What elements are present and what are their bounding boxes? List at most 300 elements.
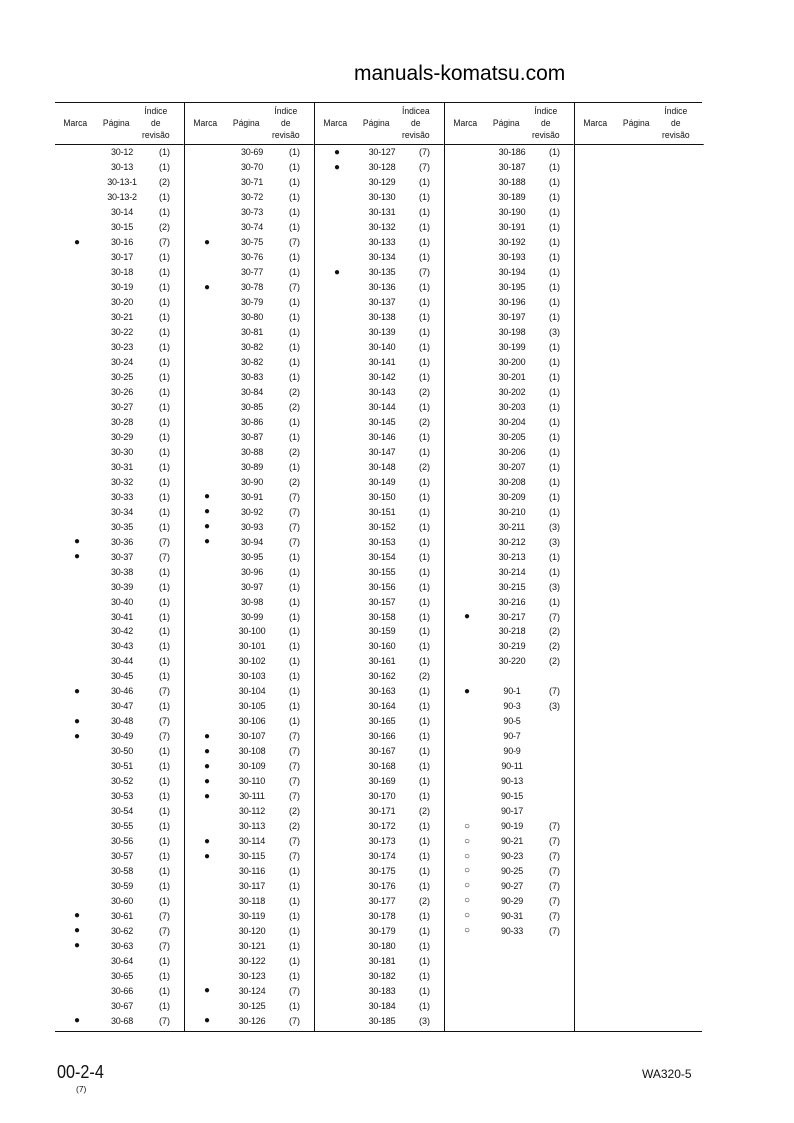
- page-cell: 30-89: [240, 461, 264, 472]
- page-cell: 30-20: [110, 297, 134, 308]
- column-header: [575, 103, 704, 145]
- table-row: [185, 594, 314, 609]
- header-marca: Marca: [63, 118, 88, 129]
- mark-cell: ●: [203, 491, 211, 503]
- revision-cell: (2): [289, 476, 300, 487]
- table-row: [445, 205, 574, 220]
- page-cell: 30-164: [368, 701, 396, 712]
- page-cell: 30-50: [110, 746, 134, 757]
- page-cell: 30-187: [498, 162, 526, 173]
- page-cell: 30-63: [110, 940, 134, 951]
- column-header: [445, 103, 574, 145]
- table-row: [55, 399, 184, 414]
- revision-cell: (7): [159, 686, 170, 697]
- table-row: [185, 834, 314, 849]
- table-row: [445, 654, 574, 669]
- table-row: [315, 489, 444, 504]
- page-cell: 30-190: [498, 207, 526, 218]
- revision-cell: (1): [159, 1000, 170, 1011]
- page-cell: 30-13-1: [107, 177, 137, 188]
- table-row: [315, 774, 444, 789]
- table-row: [55, 444, 184, 459]
- page-cell: 30-49: [110, 731, 134, 742]
- page-cell: 30-220: [498, 656, 526, 667]
- table-row: [315, 624, 444, 639]
- page-cell: 30-154: [368, 551, 396, 562]
- mark-cell: ○: [463, 895, 471, 907]
- page-cell: 30-46: [110, 686, 134, 697]
- page-cell: 30-60: [110, 895, 134, 906]
- page-cell: 30-88: [240, 446, 264, 457]
- table-row: [315, 699, 444, 714]
- page-cell: 30-52: [110, 776, 134, 787]
- table-row: [315, 654, 444, 669]
- revision-cell: (1): [159, 776, 170, 787]
- table-row: [185, 878, 314, 893]
- revision-cell: (1): [289, 461, 300, 472]
- revision-cell: (7): [289, 851, 300, 862]
- table-row: [445, 878, 574, 893]
- table-row: [185, 175, 314, 190]
- page-cell: 30-136: [368, 282, 396, 293]
- table-row: [445, 819, 574, 834]
- table-row: [55, 205, 184, 220]
- table-row: [315, 834, 444, 849]
- revision-cell: (1): [419, 222, 430, 233]
- revision-cell: (1): [419, 237, 430, 248]
- table-row: [315, 235, 444, 250]
- page-cell: 30-64: [110, 955, 134, 966]
- page-cell: 30-138: [368, 312, 396, 323]
- page-cell: 30-130: [368, 192, 396, 203]
- table-row: [315, 744, 444, 759]
- table-row: [315, 864, 444, 879]
- revision-cell: (1): [159, 701, 170, 712]
- mark-cell: ●: [73, 685, 81, 697]
- page-cell: 90-7: [503, 731, 521, 742]
- table-row: [445, 370, 574, 385]
- revision-cell: (2): [419, 895, 430, 906]
- mark-cell: ○: [463, 865, 471, 877]
- page-cell: 30-118: [238, 895, 266, 906]
- table-row: [185, 190, 314, 205]
- page-number: 00-2-4: [57, 1062, 104, 1082]
- mark-cell: ●: [203, 1015, 211, 1027]
- revision-cell: (1): [289, 611, 300, 622]
- table-row: [185, 444, 314, 459]
- revision-cell: (1): [159, 491, 170, 502]
- table-row: [55, 624, 184, 639]
- revision-cell: (7): [549, 865, 560, 876]
- table-row: [55, 474, 184, 489]
- revision-cell: (1): [289, 895, 300, 906]
- revision-cell: (7): [549, 895, 560, 906]
- table-row: [55, 385, 184, 400]
- revision-cell: (1): [289, 267, 300, 278]
- table-row: [445, 564, 574, 579]
- page-cell: 30-95: [240, 551, 264, 562]
- revision-cell: (1): [289, 431, 300, 442]
- mark-cell: ●: [73, 940, 81, 952]
- page-cell: 30-176: [368, 880, 396, 891]
- revision-cell: (1): [549, 237, 560, 248]
- page-cell: 90-13: [500, 776, 524, 787]
- page-cell: 30-153: [368, 536, 396, 547]
- page-cell: 30-51: [110, 761, 134, 772]
- revision-cell: (2): [289, 821, 300, 832]
- table-row: [315, 370, 444, 385]
- table-row: [185, 549, 314, 564]
- revision-cell: (1): [419, 910, 430, 921]
- table-row: [185, 983, 314, 998]
- table-row: [445, 519, 574, 534]
- table-row: [55, 594, 184, 609]
- table-row: [315, 594, 444, 609]
- revision-cell: (1): [289, 656, 300, 667]
- revision-cell: (1): [159, 970, 170, 981]
- page-cell: 30-149: [368, 476, 396, 487]
- page-cell: 30-168: [368, 761, 396, 772]
- table-row: [185, 849, 314, 864]
- page-cell: 30-87: [240, 431, 264, 442]
- page-cell: 30-161: [368, 656, 396, 667]
- page-cell: 30-30: [110, 446, 134, 457]
- revision-cell: (1): [549, 566, 560, 577]
- table-row: [55, 714, 184, 729]
- header-indice-line: de: [281, 117, 291, 129]
- revision-cell: (1): [159, 446, 170, 457]
- page-cell: 30-25: [110, 372, 134, 383]
- revision-cell: (1): [289, 880, 300, 891]
- table-row: [445, 804, 574, 819]
- table-row: [445, 280, 574, 295]
- revision-cell: (7): [289, 776, 300, 787]
- page-cell: 30-24: [110, 357, 134, 368]
- mark-cell: ●: [463, 685, 471, 697]
- revision-cell: (7): [159, 1015, 170, 1026]
- table-column-group: [184, 103, 314, 1031]
- revision-cell: (1): [549, 476, 560, 487]
- revision-cell: (2): [419, 671, 430, 682]
- page-cell: 30-79: [240, 297, 264, 308]
- mark-cell: ○: [463, 925, 471, 937]
- revision-cell: (1): [289, 177, 300, 188]
- revision-cell: (7): [159, 910, 170, 921]
- revision-cell: (1): [159, 895, 170, 906]
- table-row: [445, 579, 574, 594]
- page-cell: 30-82: [240, 342, 264, 353]
- header-pagina: Página: [102, 118, 130, 129]
- header-indice-line: de: [151, 117, 161, 129]
- page-cell: 90-27: [500, 880, 524, 891]
- table-row: [445, 669, 574, 684]
- table-row: [445, 414, 574, 429]
- page-cell: 30-210: [498, 506, 526, 517]
- table-row: [55, 325, 184, 340]
- page-cell: 30-94: [240, 536, 264, 547]
- revision-cell: (1): [549, 267, 560, 278]
- table-row: [315, 519, 444, 534]
- revision-cell: (1): [159, 252, 170, 263]
- revision-cell: (1): [159, 372, 170, 383]
- table-row: [55, 953, 184, 968]
- table-row: [315, 998, 444, 1013]
- page-cell: 30-16: [110, 237, 134, 248]
- page-cell: 90-19: [500, 821, 524, 832]
- page-cell: 30-211: [498, 521, 526, 532]
- header-indice: [657, 106, 695, 142]
- table-row: [315, 385, 444, 400]
- table-row: [315, 399, 444, 414]
- page-cell: 30-21: [110, 312, 134, 323]
- page-cell: 90-1: [503, 686, 521, 697]
- table-row: [315, 923, 444, 938]
- column-header: [55, 103, 184, 145]
- page-cell: 30-193: [498, 252, 526, 263]
- table-column-group: [444, 103, 574, 1031]
- revision-cell: (1): [289, 641, 300, 652]
- page-cell: 30-111: [239, 791, 265, 802]
- table-row: [315, 819, 444, 834]
- page-cell: 90-21: [500, 836, 524, 847]
- page-cell: 90-31: [500, 910, 524, 921]
- revision-cell: (1): [419, 836, 430, 847]
- mark-cell: ●: [203, 730, 211, 742]
- page-cell: 30-120: [238, 925, 266, 936]
- revision-cell: (1): [419, 731, 430, 742]
- page-cell: 30-197: [498, 312, 526, 323]
- table-row: [185, 639, 314, 654]
- page-cell: 30-182: [368, 970, 396, 981]
- mark-cell: ●: [73, 551, 81, 563]
- table-row: [185, 564, 314, 579]
- mark-cell: ○: [463, 880, 471, 892]
- page-cell: 30-41: [110, 611, 134, 622]
- revision-cell: (1): [419, 746, 430, 757]
- mark-cell: ●: [333, 266, 341, 278]
- header-pagina: Página: [362, 118, 390, 129]
- page-cell: 30-194: [498, 267, 526, 278]
- page-cell: 30-185: [368, 1015, 396, 1026]
- revision-cell: (7): [159, 551, 170, 562]
- page-cell: 30-103: [238, 671, 266, 682]
- revision-cell: (1): [289, 207, 300, 218]
- revision-cell: (1): [549, 177, 560, 188]
- page-cell: 30-216: [498, 596, 526, 607]
- page-cell: 30-150: [368, 491, 396, 502]
- page-cell: 90-3: [503, 701, 521, 712]
- revision-cell: (1): [419, 970, 430, 981]
- page-cell: 30-198: [498, 327, 526, 338]
- table-row: [55, 340, 184, 355]
- page-cell: 30-163: [368, 686, 396, 697]
- revision-cell: (1): [159, 851, 170, 862]
- revision-cell: (1): [289, 192, 300, 203]
- revision-cell: (1): [549, 446, 560, 457]
- revision-cell: (1): [159, 641, 170, 652]
- revision-cell: (1): [419, 372, 430, 383]
- revision-cell: (1): [159, 566, 170, 577]
- revision-cell: (1): [549, 282, 560, 293]
- revision-cell: (1): [289, 865, 300, 876]
- table-row: [185, 669, 314, 684]
- page-cell: 30-166: [368, 731, 396, 742]
- mark-cell: ●: [73, 715, 81, 727]
- revision-cell: (7): [419, 162, 430, 173]
- page-cell: 30-23: [110, 342, 134, 353]
- revision-cell: (1): [419, 880, 430, 891]
- page-cell: 30-33: [110, 491, 134, 502]
- revision-cell: (7): [289, 491, 300, 502]
- revision-cell: (7): [289, 521, 300, 532]
- table-row: [445, 250, 574, 265]
- revision-cell: (2): [419, 461, 430, 472]
- table-row: [315, 414, 444, 429]
- table-row: [315, 175, 444, 190]
- table-row: [315, 849, 444, 864]
- page-cell: 30-47: [110, 701, 134, 712]
- mark-cell: ●: [203, 521, 211, 533]
- revision-cell: (7): [159, 716, 170, 727]
- table-row: [55, 1013, 184, 1028]
- header-marca: Marca: [193, 118, 218, 129]
- table-row: [185, 819, 314, 834]
- page-cell: 30-75: [240, 237, 264, 248]
- page-cell: 30-29: [110, 431, 134, 442]
- table-row: [445, 864, 574, 879]
- page-cell: 30-214: [498, 566, 526, 577]
- revision-cell: (3): [549, 327, 560, 338]
- table-row: [55, 220, 184, 235]
- table-row: [445, 923, 574, 938]
- table-row: [185, 295, 314, 310]
- table-row: [315, 444, 444, 459]
- page-cell: 90-25: [500, 865, 524, 876]
- page-cell: 90-15: [500, 791, 524, 802]
- table-row: [445, 744, 574, 759]
- revision-cell: (2): [419, 386, 430, 397]
- header-indice-line: de: [411, 117, 421, 129]
- table-row: [185, 893, 314, 908]
- page-cell: 30-110: [238, 776, 266, 787]
- page-cell: 30-92: [240, 506, 264, 517]
- table-row: [315, 504, 444, 519]
- page-cell: 30-48: [110, 716, 134, 727]
- table-row: [445, 534, 574, 549]
- revision-cell: (1): [419, 566, 430, 577]
- revision-cell: (1): [289, 925, 300, 936]
- page-cell: 30-78: [240, 282, 264, 293]
- revision-cell: (7): [549, 910, 560, 921]
- table-row: [55, 579, 184, 594]
- page-cell: 30-80: [240, 312, 264, 323]
- revision-cell: (7): [289, 746, 300, 757]
- table-row: [315, 938, 444, 953]
- table-row: [185, 414, 314, 429]
- table-row: [315, 160, 444, 175]
- table-row: [445, 729, 574, 744]
- table-row: [185, 729, 314, 744]
- mark-cell: ●: [73, 910, 81, 922]
- mark-cell: ○: [463, 835, 471, 847]
- revision-cell: (1): [159, 985, 170, 996]
- page-cell: 30-55: [110, 821, 134, 832]
- page-cell: 30-36: [110, 536, 134, 547]
- table-row: [445, 774, 574, 789]
- revision-cell: (1): [419, 431, 430, 442]
- mark-cell: ●: [203, 760, 211, 772]
- page-cell: 30-159: [368, 626, 396, 637]
- revision-cell: (1): [419, 521, 430, 532]
- page-cell: 30-31: [110, 461, 134, 472]
- table-row: [55, 998, 184, 1013]
- header-indice: [527, 106, 565, 142]
- table-row: [185, 774, 314, 789]
- table-row: [185, 624, 314, 639]
- table-row: [445, 220, 574, 235]
- header-marca: Marca: [453, 118, 478, 129]
- table-row: [55, 684, 184, 699]
- table-row: [445, 295, 574, 310]
- table-row: [445, 714, 574, 729]
- table-row: [445, 609, 574, 624]
- page-cell: 30-40: [110, 596, 134, 607]
- revision-cell: (7): [549, 686, 560, 697]
- table-row: [445, 789, 574, 804]
- page-cell: 30-99: [240, 611, 264, 622]
- header-pagina: Página: [492, 118, 520, 129]
- page-cell: 30-144: [368, 401, 396, 412]
- page-cell: 30-42: [110, 626, 134, 637]
- page-cell: 30-140: [368, 342, 396, 353]
- revision-cell: (1): [289, 551, 300, 562]
- revision-cell: (1): [289, 327, 300, 338]
- table-row: [185, 489, 314, 504]
- revision-cell: (1): [289, 297, 300, 308]
- revision-cell: (1): [159, 357, 170, 368]
- table-row: [445, 190, 574, 205]
- mark-cell: ●: [203, 536, 211, 548]
- page-cell: 30-93: [240, 521, 264, 532]
- header-indice-line: revisão: [142, 129, 170, 141]
- revision-cell: (1): [549, 207, 560, 218]
- table-row: [185, 534, 314, 549]
- revision-cell: (1): [289, 716, 300, 727]
- table-row: [445, 849, 574, 864]
- table-row: [315, 893, 444, 908]
- revision-cell: (2): [289, 386, 300, 397]
- page-cell: 90-17: [500, 806, 524, 817]
- revision-cell: (1): [419, 955, 430, 966]
- page-cell: 30-76: [240, 252, 264, 263]
- table-row: [315, 549, 444, 564]
- page-cell: 30-139: [368, 327, 396, 338]
- page-cell: 30-156: [368, 581, 396, 592]
- revision-cell: (1): [549, 461, 560, 472]
- table-row: [445, 594, 574, 609]
- page-cell: 30-37: [110, 551, 134, 562]
- page-cell: 30-155: [368, 566, 396, 577]
- revision-cell: (1): [159, 880, 170, 891]
- revision-cell: (1): [289, 147, 300, 158]
- table-row: [55, 774, 184, 789]
- table-row: [55, 923, 184, 938]
- table-row: [315, 983, 444, 998]
- table-row: [55, 549, 184, 564]
- page-cell: 30-165: [368, 716, 396, 727]
- revision-cell: (2): [289, 401, 300, 412]
- revision-cell: (1): [289, 252, 300, 263]
